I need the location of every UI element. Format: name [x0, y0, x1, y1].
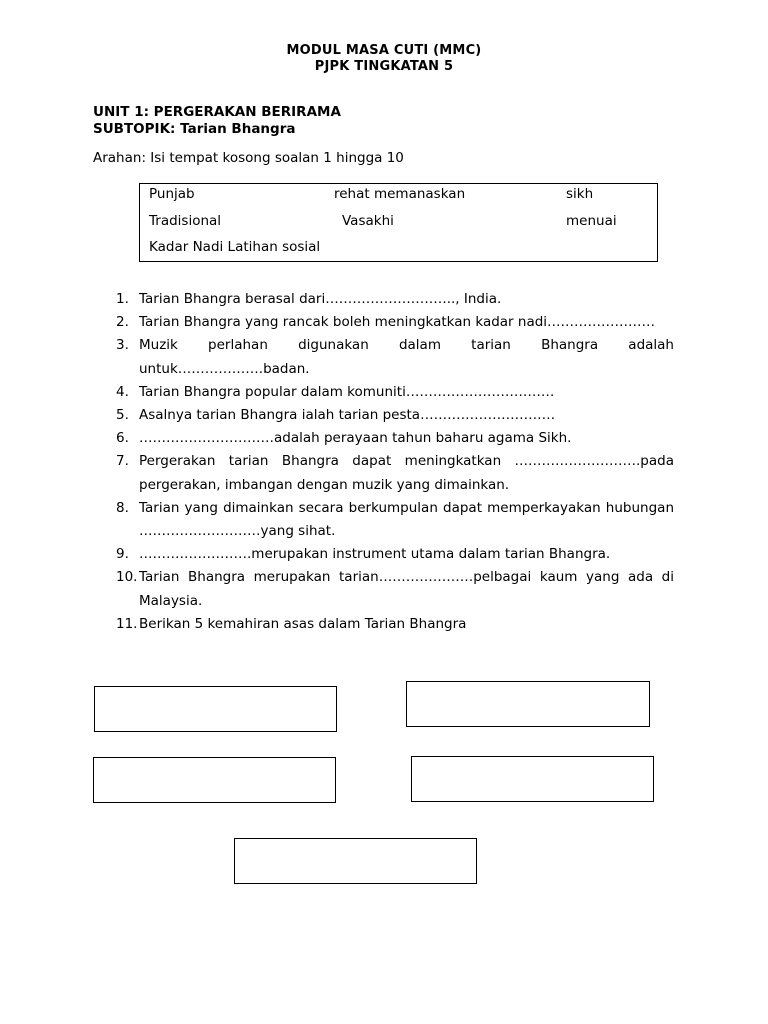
word-bank-item: Kadar Nadi Latihan sosial [149, 239, 321, 255]
unit-heading: UNIT 1: PERGERAKAN BERIRAMA [93, 104, 341, 120]
instruction-text: Arahan: Isi tempat kosong soalan 1 hingga 10 [93, 150, 404, 166]
question-number: 7. [116, 453, 129, 470]
question-item [93, 497, 674, 543]
question-number: 10. [116, 569, 138, 586]
question-item [93, 311, 674, 334]
question-number: 4. [116, 383, 129, 400]
question-number: 2. [116, 314, 129, 331]
subtopic-heading: SUBTOPIK: Tarian Bhangra [93, 121, 296, 137]
question-text: Pergerakan tarian Bhangra dapat meningkatkan ……………………….pada pergerakan, imbangan dengan muzik yang dimainkan. [139, 453, 674, 493]
answer-box-4[interactable] [411, 756, 654, 802]
answer-box-2[interactable] [406, 681, 650, 727]
question-number: 11. [116, 615, 138, 632]
question-text: Tarian Bhangra berasal dari……………………….., India. [139, 291, 502, 307]
question-number: 5. [116, 407, 129, 424]
question-item [93, 381, 674, 404]
document-title: MODUL MASA CUTI (MMC) [286, 43, 482, 58]
question-text: …………………………adalah perayaan tahun baharu agama Sikh. [139, 430, 572, 447]
question-number: 8. [116, 499, 129, 516]
answer-box-5[interactable] [234, 838, 477, 884]
question-text: Tarian yang dimainkan secara berkumpulan dapat memperkayakan hubungan ………………………yang sihat. [139, 499, 674, 540]
word-bank-item: menuai [566, 213, 617, 229]
question-number: 6. [116, 430, 129, 447]
word-bank-item: Vasakhi [342, 213, 394, 229]
question-text: Berikan 5 kemahiran asas dalam Tarian Bhangra [139, 615, 467, 632]
question-item [93, 543, 674, 566]
word-bank-box [139, 183, 658, 262]
question-text: Tarian Bhangra merupakan tarian…………………pelbagai kaum yang ada di Malaysia. [139, 569, 674, 609]
answer-box-1[interactable] [94, 686, 337, 732]
question-item [93, 288, 674, 311]
word-bank-item: Tradisional [149, 213, 222, 229]
question-item [93, 404, 674, 427]
word-bank-item: Punjab [149, 186, 195, 202]
answer-box-3[interactable] [93, 757, 336, 803]
question-item [93, 427, 674, 450]
question-number: 9. [116, 546, 129, 563]
question-text: Tarian Bhangra popular dalam komuniti…………………………… [139, 383, 555, 400]
word-bank-item: sikh [566, 186, 594, 202]
question-text: Asalnya tarian Bhangra ialah tarian pesta………………………… [139, 407, 556, 424]
question-item [93, 334, 674, 380]
question-text: Muzik perlahan digunakan dalam tarian Bhangra adalah untuk……………….badan. [139, 337, 674, 377]
question-item [93, 566, 674, 612]
question-item [93, 613, 674, 636]
question-text: Tarian Bhangra yang rancak boleh meningkatkan kadar nadi…………………… [139, 314, 656, 331]
question-number: 1. [116, 291, 129, 307]
word-bank-item: rehat memanaskan [334, 186, 466, 202]
question-item [93, 450, 674, 496]
question-text: …………………….merupakan instrument utama dalam tarian Bhangra. [139, 546, 611, 563]
question-list [93, 288, 674, 636]
question-number: 3. [116, 337, 129, 354]
document-subtitle: PJPK TINGKATAN 5 [314, 59, 454, 74]
